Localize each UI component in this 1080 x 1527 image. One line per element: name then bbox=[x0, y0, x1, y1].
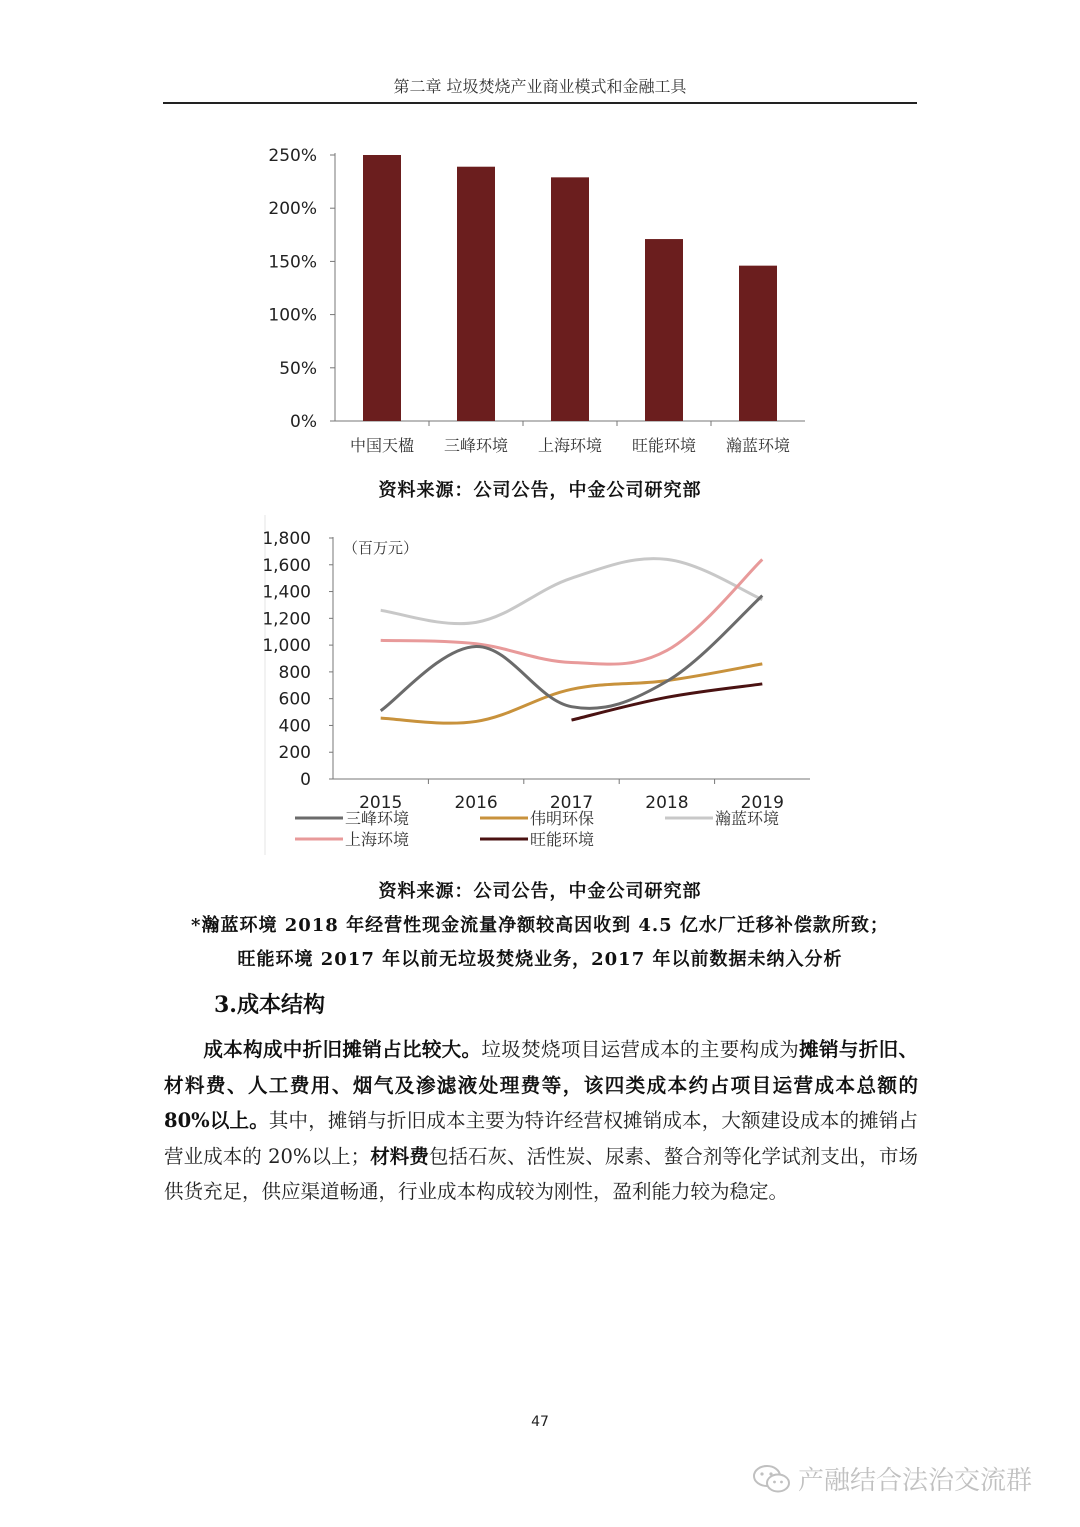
legend-label: 旺能环境 bbox=[530, 830, 595, 849]
line-y-tick-label: 200 bbox=[278, 743, 311, 764]
bar-x-tick-label: 旺能环境 bbox=[631, 436, 697, 455]
bar-x-tick-label: 瀚蓝环境 bbox=[725, 436, 791, 455]
line-chart bbox=[255, 515, 825, 860]
line-y-tick-label: 400 bbox=[278, 716, 311, 737]
line-x-tick-label: 2016 bbox=[454, 793, 498, 813]
line-x-tick-label: 2019 bbox=[740, 793, 784, 813]
legend-label: 三峰环境 bbox=[345, 809, 410, 828]
page-number: 47 bbox=[531, 1414, 549, 1430]
watermark-text: 产融结合法治交流群 bbox=[798, 1466, 1033, 1496]
bar bbox=[739, 266, 777, 421]
line-x-tick-label: 2018 bbox=[645, 793, 689, 813]
bar-x-tick-label: 中国天楹 bbox=[349, 436, 415, 455]
line-y-tick-label: 0 bbox=[300, 770, 311, 790]
bar-x-tick-label: 上海环境 bbox=[537, 436, 603, 455]
page-header: 第二章 垃圾焚烧产业商业模式和金融工具 bbox=[393, 77, 687, 96]
watermark bbox=[752, 1460, 1032, 1497]
body-paragraph bbox=[164, 1032, 918, 1210]
legend-label: 上海环境 bbox=[345, 830, 410, 849]
line-chart-source: 资料来源：公司公告，中金公司研究部 bbox=[378, 881, 702, 902]
line-y-tick-label: 1,400 bbox=[262, 582, 311, 603]
bar-chart-source: 资料来源：公司公告，中金公司研究部 bbox=[378, 480, 702, 501]
bar-y-tick-label: 0% bbox=[290, 412, 317, 432]
bar-y-tick-label: 100% bbox=[268, 305, 317, 326]
body-bold-2: 摊销与折旧、材料费、人工费用、烟气及渗滤液处理费等，该四类成本约占项目运营成本总额的 80%以上。 bbox=[164, 1038, 918, 1132]
bar-y-tick-label: 250% bbox=[268, 146, 317, 166]
section-title: 3.成本结构 bbox=[214, 992, 325, 1018]
line-y-tick-label: 1,200 bbox=[262, 609, 311, 630]
legend-label: 瀚蓝环境 bbox=[715, 809, 780, 828]
line-y-tick-label: 1,000 bbox=[262, 636, 311, 657]
body-bold-3: 材料费 bbox=[370, 1144, 429, 1168]
bar bbox=[363, 155, 401, 421]
line-series bbox=[381, 559, 763, 664]
line-y-tick-label: 800 bbox=[278, 662, 311, 683]
line-x-tick-label: 2015 bbox=[359, 793, 403, 813]
body-text-3: 包括石灰、活性炭、尿素、螯合剂等化学试剂支出，市场供货充足，供应渠道畅通，行业成本构成较为刚性，盈利能力较为稳定。 bbox=[164, 1144, 918, 1203]
line-series bbox=[381, 664, 763, 723]
note-line-2: 旺能环境 2017 年以前无垃圾焚烧业务，2017 年以前数据未纳入分析 bbox=[237, 949, 843, 970]
line-series bbox=[572, 684, 763, 720]
header-rule bbox=[163, 102, 917, 104]
wechat-icon bbox=[752, 1463, 792, 1495]
bar-y-tick-label: 50% bbox=[279, 358, 317, 379]
bar bbox=[551, 177, 589, 421]
bar-x-tick-label: 三峰环境 bbox=[443, 436, 509, 455]
line-x-tick-label: 2017 bbox=[549, 793, 594, 813]
body-bold-1: 成本构成中折旧摊销占比较大。 bbox=[203, 1038, 482, 1061]
body-text-2: 其中，摊销与折旧成本主要为特许经营权摊销成本，大额建设成本的摊销占营业成本的 20%以上； bbox=[164, 1109, 918, 1168]
bar-y-tick-label: 200% bbox=[268, 199, 317, 220]
line-y-tick-label: 1,600 bbox=[262, 555, 311, 576]
line-y-tick-label: 600 bbox=[278, 689, 311, 710]
bar bbox=[645, 239, 683, 421]
legend-label: 伟明环保 bbox=[530, 809, 595, 828]
line-series bbox=[381, 559, 763, 624]
line-unit-label: （百万元） bbox=[343, 539, 419, 557]
bar bbox=[457, 167, 495, 421]
body-text-1: 垃圾焚烧项目运营成本的主要构成为 bbox=[481, 1038, 800, 1061]
bar-chart bbox=[255, 135, 815, 465]
bar-y-tick-label: 150% bbox=[268, 252, 317, 273]
note-line-1: *瀚蓝环境 2018 年经营性现金流量净额较高因收到 4.5 亿水厂迁移补偿款所致； bbox=[191, 915, 889, 936]
line-series bbox=[381, 596, 763, 711]
line-y-tick-label: 1,800 bbox=[262, 529, 311, 549]
